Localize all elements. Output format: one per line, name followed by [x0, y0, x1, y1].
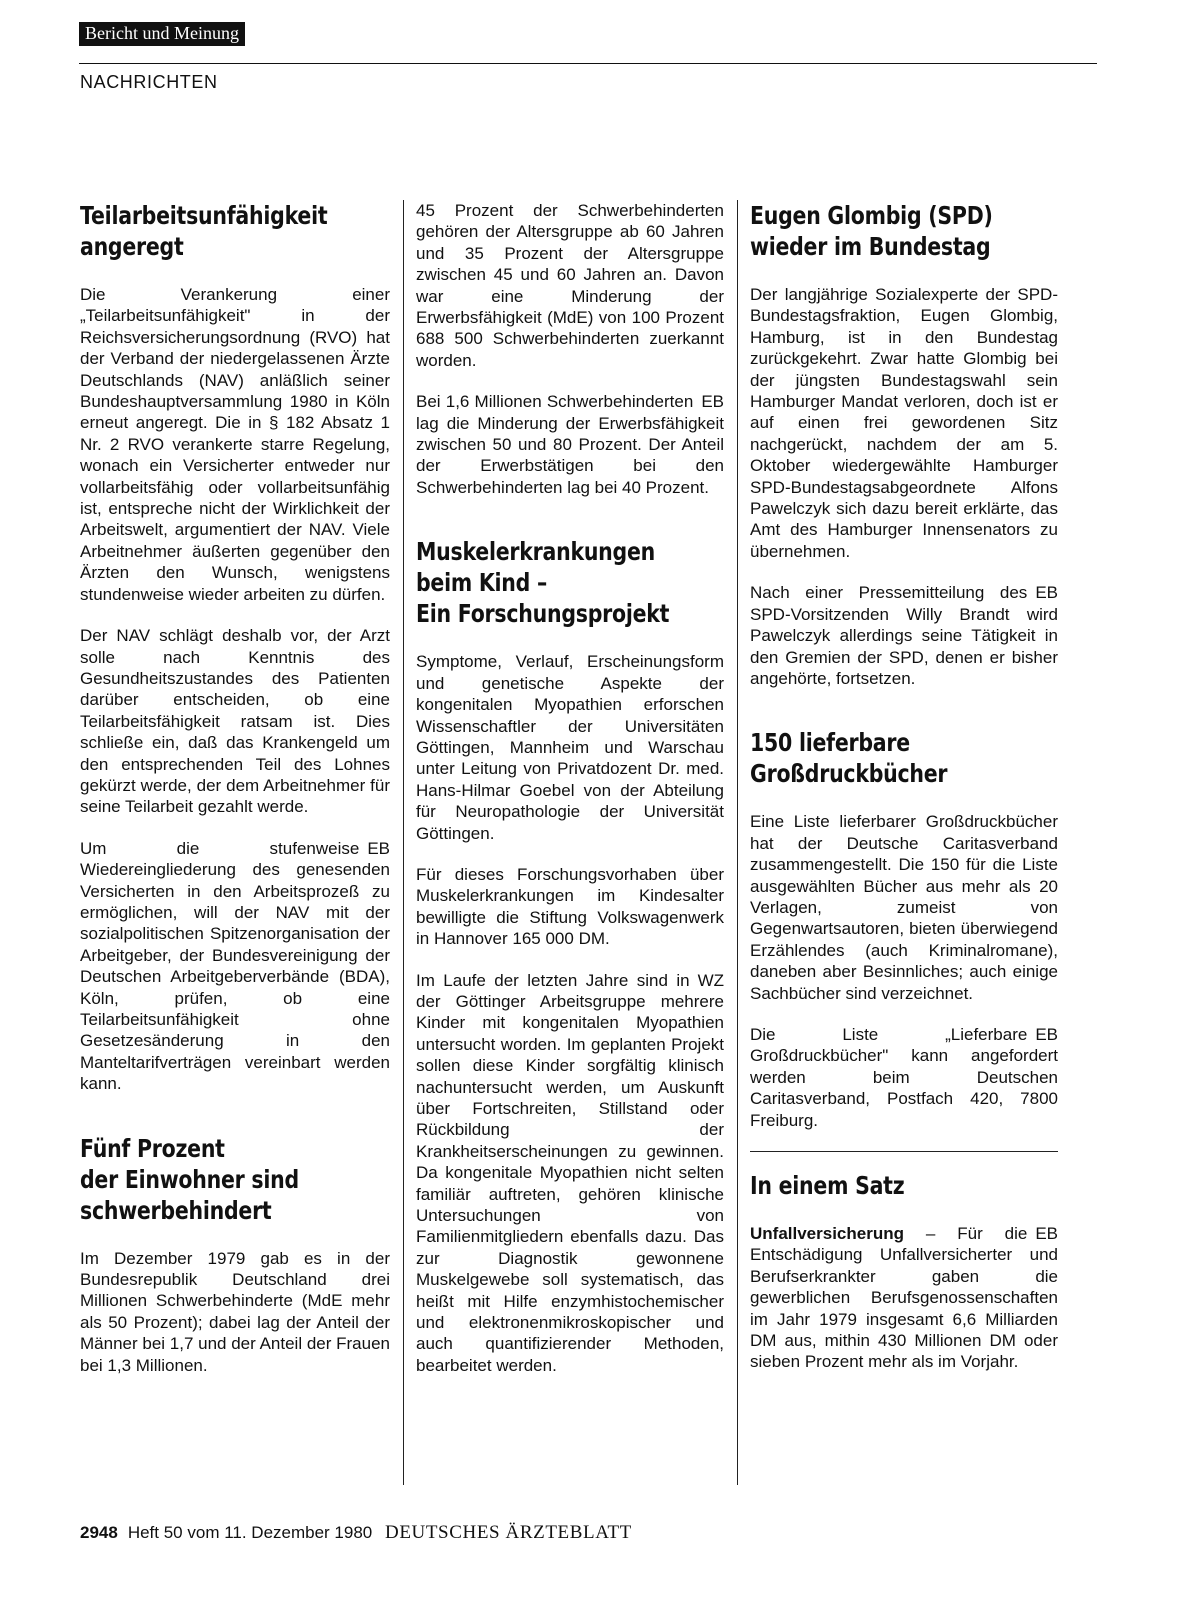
byline: EB: [1035, 1224, 1058, 1243]
article-paragraph: EB Nach einer Pressemitteilung des SPD-Vorsitzenden Willy Brandt wird Pawelczyk allerdings seine Tätigkeit in den Gremien der SPD, denen er bisher angehörte, fortsetzen.: [750, 583, 1058, 688]
top-rule: [79, 63, 1097, 64]
article-headline: Muskelerkrankungen beim Kind – Ein Forschungsprojekt: [416, 537, 670, 629]
article-teilarbeitsunfaehigkeit: [80, 200, 390, 1095]
article-headline: Eugen Glombig (SPD) wieder im Bundestag: [750, 201, 993, 261]
section-kicker: NACHRICHTEN: [80, 72, 218, 92]
article-paragraph: Der langjährige Sozialexperte der SPD-Bundestagsfraktion, Eugen Glombig, Hamburg, ist in den Bundestag zurückgekehrt. Zwar hatte Glombig bei der jüngsten Bundestagswahl sein Hamburger Mandat verloren, doch ist er auf einen frei gewordenen Sitz nachgerückt, nachdem der am 5. Oktober wiedergewählte Hamburger SPD-Bundestagsabgeordnete Alfons Pawelczyk sich dazu bereit erklärte, das Amt des Hamburger Innensenators zu übernehmen.: [750, 285, 1058, 561]
byline: EB: [1035, 1024, 1058, 1044]
column-2: [416, 200, 724, 1396]
article-muskelerkrankungen: [416, 536, 724, 1376]
article-schwerbehindert: [80, 1133, 390, 1376]
page-footer: [80, 1522, 632, 1544]
column-3: [750, 200, 1058, 1393]
article-in-einem-satz: [750, 1170, 1058, 1373]
article-paragraph: Für dieses Forschungsvorhaben über Muskelerkrankungen im Kindesalter bewilligte die Stiftung Volkswagenwerk in Hannover 165 000 DM.: [416, 864, 724, 949]
article-paragraph: WZ Im Laufe der letzten Jahre sind in der Göttinger Arbeitsgruppe mehrere Kinder mit kongenitalen Myopathien untersucht worden. Im geplanten Projekt sollen diese Kinder sorgfältig klinisch nachuntersucht werden, um Auskunft über Fortschreiten, Stillstand oder Rückbildung der Krankheitserscheinungen zu gewinnen. Da kongenitale Myopathien nicht selten familiär auftreten, gehören klinische Untersuchungen von Familienmitgliedern ebenfalls dazu. Das zur Diagnostik gewonnene Muskelgewebe soll systematisch, das heißt mit Hilfe enzymhistochemischer und elektronenmikroskopischer und auch quantifizierender Methoden, bearbeitet werden.: [416, 970, 724, 1375]
byline: EB: [1035, 583, 1058, 603]
section-rule: [750, 1151, 1058, 1152]
article-headline: 150 lieferbare Großdruckbücher: [750, 728, 948, 789]
column-divider: [737, 200, 738, 1485]
article-paragraph: EB Um die stufenweise Wiedereingliederung des genesenden Versicherten in den Arbeitsprozeß zu ermöglichen, will der NAV mit der sozialpolitischen Spitzenorganisation der Arbeitgeber, der Bundesvereinigung der Deutschen Arbeitgeberverbände (BDA), Köln, prüfen, ob eine Teilarbeitsunfähigkeit ohne Gesetzesänderung in den Manteltarifverträgen vereinbart werden kann.: [80, 838, 390, 1094]
article-paragraph: Eine Liste lieferbarer Großdruckbücher hat der Deutsche Caritasverband zusammengestellt. Die 150 für die Liste ausgewählten Bücher aus mehr als 20 Verlagen, zumeist von Gegenwartsautoren, bieten überwiegend Erzählendes (auch Kriminalromane), daneben aber Besinnliches; auch einige Sachbücher sind verzeichnet.: [750, 812, 1058, 1003]
article-headline: Fünf Prozent der Einwohner sind schwerbehindert: [80, 1133, 299, 1225]
column-1: [80, 200, 390, 1396]
article-grossdruckbuecher: [750, 727, 1058, 1131]
article-paragraph: EB Bei 1,6 Millionen Schwerbehinderten lag die Minderung der Erwerbsfähigkeit zwischen 50 und 80 Prozent. Der Anteil der Erwerbstätigen bei den Schwerbehinderten lag bei 40 Prozent.: [416, 392, 724, 497]
article-paragraph: EB Die Liste „Lieferbare Großdruckbücher" kann angefordert werden beim Deutschen Caritasverband, Postfach 420, 7800 Freiburg.: [750, 1024, 1058, 1130]
article-paragraph: Symptome, Verlauf, Erscheinungsform und genetische Aspekte der kongenitalen Myopathien erforschen Wissenschaftler der Universitäten Göttingen, Mannheim und Warschau unter Leitung von Privatdozent Dr. med. Hans-Hilmar Goebel von der Abteilung für Neuropathologie der Universität Göttingen.: [416, 652, 724, 843]
article-headline: Teilarbeitsunfähigkeit angeregt: [80, 201, 328, 261]
byline: EB: [367, 838, 390, 858]
byline: WZ: [697, 970, 724, 990]
article-paragraph: EB Unfallversicherung – Für die Entschädigung Unfallversicherter und Berufserkrankter gaben die gewerblichen Berufsgenossenschaften im Jahr 1979 insgesamt 6,6 Milliarden DM aus, mithin 430 Millionen DM oder sieben Prozent mehr als im Vorjahr.: [750, 1224, 1058, 1372]
article-headline: In einem Satz: [750, 1171, 905, 1200]
byline: EB: [701, 392, 724, 412]
column-divider: [403, 200, 404, 1485]
section-tag: Bericht und Meinung: [79, 22, 245, 46]
lead-term: Unfallversicherung: [750, 1224, 904, 1243]
article-paragraph: Die Verankerung einer „Teilarbeitsunfähigkeit" in der Reichsversicherungsordnung (RVO) hat der Verband der niedergelassenen Ärzte Deutschlands (NAV) anläßlich seiner Bundeshauptversammlung 1980 in Köln erneut angeregt. Die in § 182 Absatz 1 Nr. 2 RVO verankerte starre Regelung, wonach ein Versicherter entweder nur vollarbeitsfähig oder vollarbeitsunfähig ist, entspreche nicht der Wirklichkeit der Arbeitswelt, argumentiert der NAV. Viele Arbeitnehmer äußerten gegenüber den Ärzten den Wunsch, wenigstens stundenweise wieder arbeiten zu dürfen.: [80, 285, 390, 604]
issue-info: Heft 50 vom 11. Dezember 1980: [127, 1523, 373, 1542]
publication-name: DEUTSCHES ÄRZTEBLATT: [385, 1522, 632, 1543]
page-number: 2948: [80, 1523, 118, 1542]
article-paragraph: 45 Prozent der Schwerbehinderten gehören der Altersgruppe ab 60 Jahren und 35 Prozent der Altersgruppe zwischen 45 und 60 Jahren an. Davon war eine Minderung der Erwerbsfähigkeit (MdE) von 100 Prozent 688 500 Schwerbehinderten zuerkannt worden.: [416, 201, 724, 370]
article-paragraph: Im Dezember 1979 gab es in der Bundesrepublik Deutschland drei Millionen Schwerbehinderte (MdE mehr als 50 Prozent); dabei lag der Anteil der Männer bei 1,7 und der Anteil der Frauen bei 1,3 Millionen.: [80, 1248, 390, 1375]
article-glombig: [750, 200, 1058, 689]
article-paragraph: Der NAV schlägt deshalb vor, der Arzt solle nach Kenntnis des Gesundheitszustandes des Patienten darüber entscheiden, ob eine Teilarbeitsfähigkeit ratsam ist. Dies schließe ein, daß das Krankengeld um den entsprechenden Teil des Lohnes gekürzt werde, der dem Arbeitnehmer für seine Teilarbeit gezahlt werde.: [80, 626, 390, 817]
